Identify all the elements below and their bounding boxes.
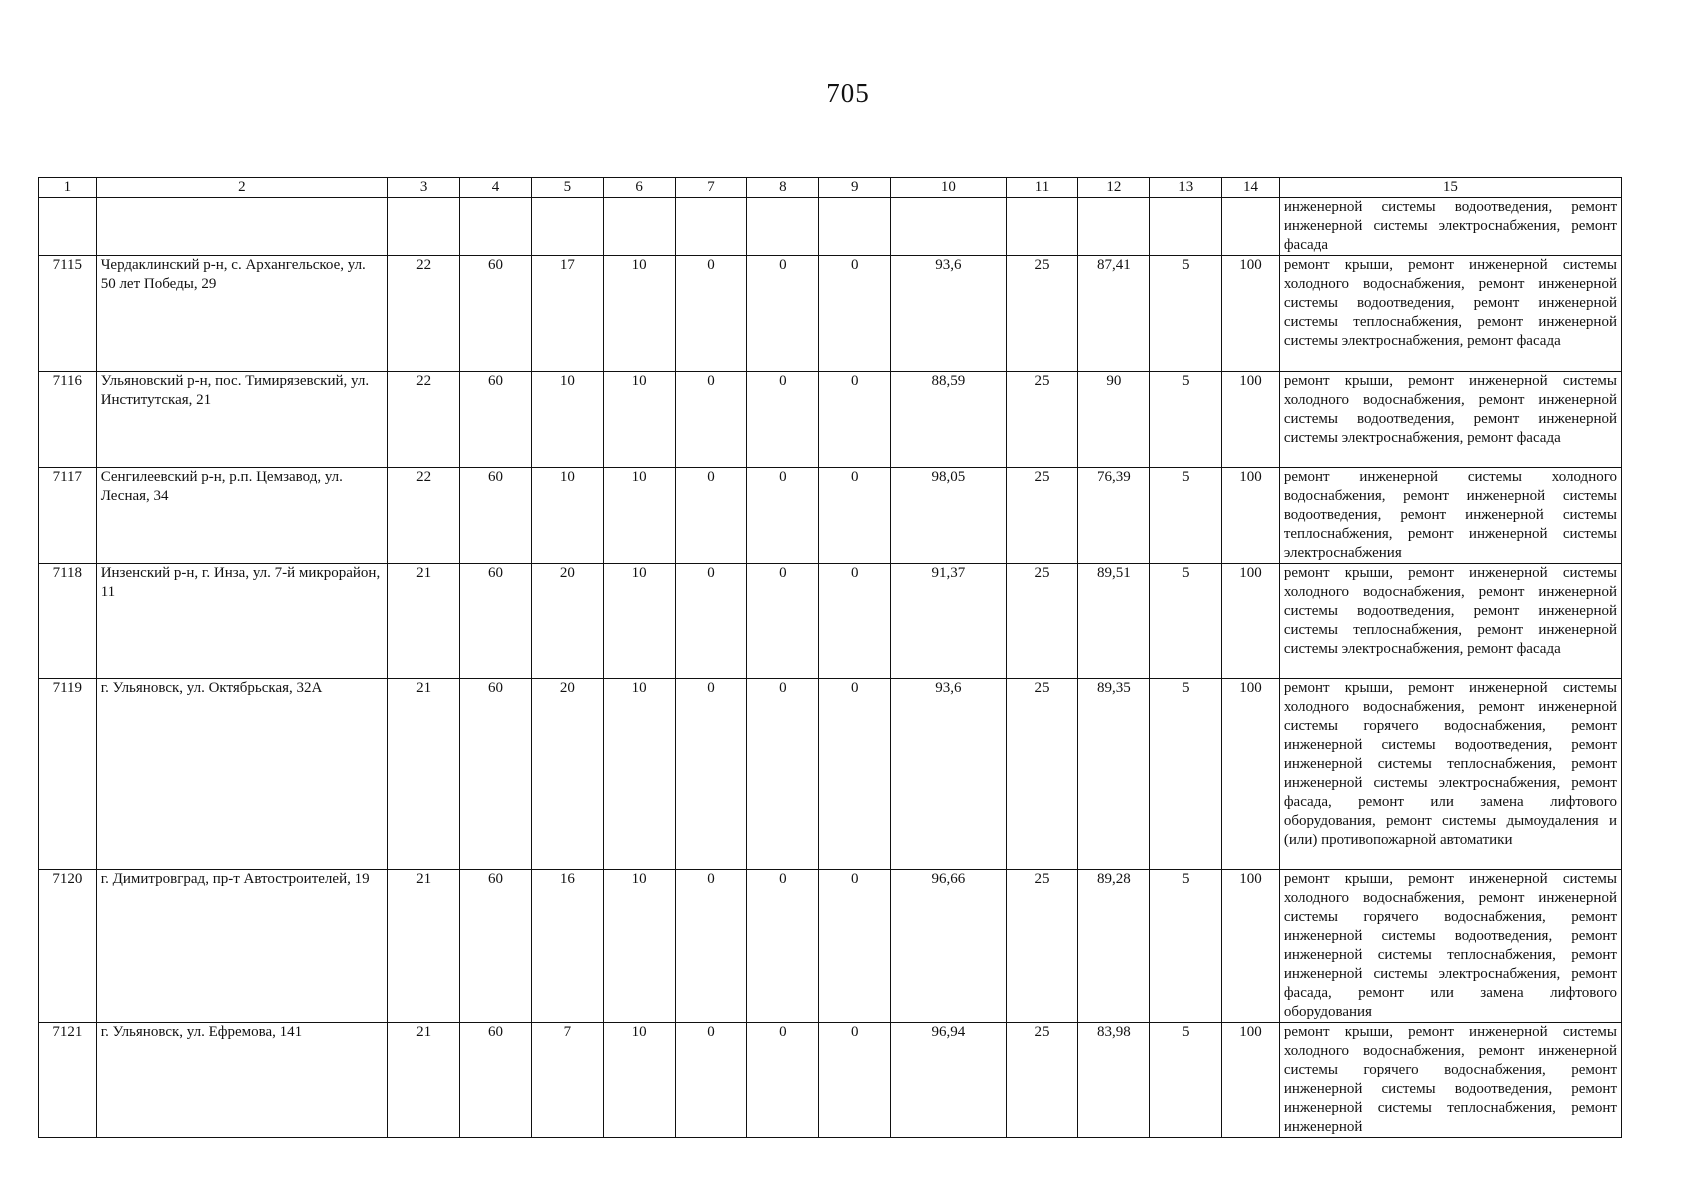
value-cell: [819, 198, 891, 256]
table-row: [39, 564, 1622, 679]
value-cell: 100: [1222, 1023, 1280, 1138]
value-cell: 100: [1222, 468, 1280, 564]
value-cell: [1222, 198, 1280, 256]
value-cell: 89,51: [1078, 564, 1150, 679]
value-cell: 5: [1150, 679, 1222, 870]
value-cell: 60: [460, 256, 532, 372]
value-cell: 5: [1150, 564, 1222, 679]
value-cell: 25: [1006, 679, 1078, 870]
value-cell: 93,6: [891, 256, 1006, 372]
works-cell: инженерной системы водоотведения, ремонт инженерной системы электроснабжения, ремонт фасада: [1279, 198, 1621, 256]
address-cell: Чердаклинский р-н, с. Архангельское, ул. 50 лет Победы, 29: [96, 256, 387, 372]
value-cell: 100: [1222, 870, 1280, 1023]
works-cell: ремонт крыши, ремонт инженерной системы холодного водоснабжения, ремонт инженерной системы горячего водоснабжения, ремонт инженерной системы водоотведения, ремонт инженерной системы теплоснабжения, ремонт инженерной: [1279, 1023, 1621, 1138]
value-cell: 0: [819, 256, 891, 372]
table-row: [39, 198, 1622, 256]
value-cell: 60: [460, 679, 532, 870]
value-cell: 10: [603, 468, 675, 564]
value-cell: 0: [675, 679, 747, 870]
address-cell: г. Ульяновск, ул. Ефремова, 141: [96, 1023, 387, 1138]
value-cell: 20: [531, 564, 603, 679]
value-cell: 0: [675, 372, 747, 468]
column-header: 8: [747, 178, 819, 198]
value-cell: 22: [388, 372, 460, 468]
value-cell: 0: [747, 468, 819, 564]
value-cell: 20: [531, 679, 603, 870]
value-cell: 96,94: [891, 1023, 1006, 1138]
value-cell: 5: [1150, 256, 1222, 372]
column-header: 11: [1006, 178, 1078, 198]
value-cell: 0: [675, 256, 747, 372]
works-cell: ремонт крыши, ремонт инженерной системы холодного водоснабжения, ремонт инженерной системы водоотведения, ремонт инженерной системы теплоснабжения, ремонт инженерной системы электроснабжения, ремонт фасада: [1279, 256, 1621, 372]
address-cell: г. Ульяновск, ул. Октябрьская, 32А: [96, 679, 387, 870]
column-header: 1: [39, 178, 97, 198]
value-cell: 60: [460, 468, 532, 564]
works-cell: ремонт крыши, ремонт инженерной системы холодного водоснабжения, ремонт инженерной системы горячего водоснабжения, ремонт инженерной системы водоотведения, ремонт инженерной системы теплоснабжения, ремонт инженерной системы электроснабжения, ремонт фасада, ремонт или замена лифтового оборудования: [1279, 870, 1621, 1023]
column-header: 4: [460, 178, 532, 198]
value-cell: 87,41: [1078, 256, 1150, 372]
value-cell: 100: [1222, 679, 1280, 870]
value-cell: 25: [1006, 468, 1078, 564]
value-cell: 96,66: [891, 870, 1006, 1023]
value-cell: 100: [1222, 564, 1280, 679]
value-cell: [1150, 198, 1222, 256]
page-number: 705: [826, 78, 870, 108]
value-cell: 90: [1078, 372, 1150, 468]
column-header: 14: [1222, 178, 1280, 198]
table-row: [39, 256, 1622, 372]
table-row: [39, 468, 1622, 564]
value-cell: 10: [603, 679, 675, 870]
value-cell: 76,39: [1078, 468, 1150, 564]
row-number: [39, 198, 97, 256]
value-cell: 10: [603, 564, 675, 679]
value-cell: [747, 198, 819, 256]
works-cell: ремонт крыши, ремонт инженерной системы холодного водоснабжения, ремонт инженерной системы водоотведения, ремонт инженерной системы теплоснабжения, ремонт инженерной системы электроснабжения, ремонт фасада: [1279, 564, 1621, 679]
value-cell: 0: [747, 679, 819, 870]
value-cell: 25: [1006, 870, 1078, 1023]
address-cell: г. Димитровград, пр-т Автостроителей, 19: [96, 870, 387, 1023]
value-cell: 0: [819, 870, 891, 1023]
value-cell: 100: [1222, 256, 1280, 372]
address-cell: Сенгилеевский р-н, р.п. Цемзавод, ул. Лесная, 34: [96, 468, 387, 564]
value-cell: 60: [460, 1023, 532, 1138]
value-cell: 25: [1006, 372, 1078, 468]
value-cell: 10: [603, 870, 675, 1023]
works-cell: ремонт крыши, ремонт инженерной системы холодного водоснабжения, ремонт инженерной системы водоотведения, ремонт инженерной системы электроснабжения, ремонт фасада: [1279, 372, 1621, 468]
value-cell: 10: [603, 1023, 675, 1138]
value-cell: 21: [388, 679, 460, 870]
value-cell: 10: [603, 372, 675, 468]
value-cell: 0: [747, 870, 819, 1023]
row-number: 7117: [39, 468, 97, 564]
table-row: [39, 372, 1622, 468]
value-cell: 100: [1222, 372, 1280, 468]
value-cell: 89,28: [1078, 870, 1150, 1023]
column-header: 5: [531, 178, 603, 198]
value-cell: 16: [531, 870, 603, 1023]
column-header: 2: [96, 178, 387, 198]
value-cell: 0: [747, 372, 819, 468]
column-header: 13: [1150, 178, 1222, 198]
repair-program-table: [38, 177, 1622, 1138]
works-cell: ремонт крыши, ремонт инженерной системы холодного водоснабжения, ремонт инженерной системы горячего водоснабжения, ремонт инженерной системы водоотведения, ремонт инженерной системы теплоснабжения, ремонт инженерной системы электроснабжения, ремонт фасада, ремонт или замена лифтового оборудования, ремонт системы дымоудаления и (или) противопожарной автоматики: [1279, 679, 1621, 870]
value-cell: 83,98: [1078, 1023, 1150, 1138]
value-cell: 0: [675, 1023, 747, 1138]
value-cell: [531, 198, 603, 256]
value-cell: 25: [1006, 256, 1078, 372]
value-cell: 93,6: [891, 679, 1006, 870]
value-cell: [388, 198, 460, 256]
value-cell: 60: [460, 870, 532, 1023]
value-cell: 60: [460, 564, 532, 679]
value-cell: [460, 198, 532, 256]
value-cell: 0: [819, 679, 891, 870]
value-cell: 25: [1006, 564, 1078, 679]
column-header: 9: [819, 178, 891, 198]
table-row: [39, 1023, 1622, 1138]
value-cell: 5: [1150, 468, 1222, 564]
value-cell: 25: [1006, 1023, 1078, 1138]
value-cell: 0: [819, 372, 891, 468]
value-cell: 5: [1150, 870, 1222, 1023]
column-header: 6: [603, 178, 675, 198]
row-number: 7116: [39, 372, 97, 468]
value-cell: 10: [603, 256, 675, 372]
value-cell: 91,37: [891, 564, 1006, 679]
value-cell: 0: [819, 468, 891, 564]
row-number: 7119: [39, 679, 97, 870]
value-cell: 89,35: [1078, 679, 1150, 870]
value-cell: 21: [388, 564, 460, 679]
value-cell: 5: [1150, 372, 1222, 468]
value-cell: [603, 198, 675, 256]
value-cell: [1078, 198, 1150, 256]
row-number: 7115: [39, 256, 97, 372]
value-cell: 21: [388, 1023, 460, 1138]
value-cell: 10: [531, 468, 603, 564]
row-number: 7120: [39, 870, 97, 1023]
address-cell: Ульяновский р-н, пос. Тимирязевский, ул. Институтская, 21: [96, 372, 387, 468]
row-number: 7118: [39, 564, 97, 679]
works-cell: ремонт инженерной системы холодного водоснабжения, ремонт инженерной системы водоотведения, ремонт инженерной системы теплоснабжения, ремонт инженерной системы электроснабжения: [1279, 468, 1621, 564]
table-row: [39, 870, 1622, 1023]
value-cell: 10: [531, 372, 603, 468]
value-cell: 22: [388, 468, 460, 564]
value-cell: 0: [819, 564, 891, 679]
value-cell: 7: [531, 1023, 603, 1138]
value-cell: 5: [1150, 1023, 1222, 1138]
column-header: 10: [891, 178, 1006, 198]
value-cell: 88,59: [891, 372, 1006, 468]
address-cell: [96, 198, 387, 256]
value-cell: [891, 198, 1006, 256]
value-cell: 60: [460, 372, 532, 468]
value-cell: 0: [675, 870, 747, 1023]
column-header: 15: [1279, 178, 1621, 198]
value-cell: 17: [531, 256, 603, 372]
value-cell: [1006, 198, 1078, 256]
value-cell: 0: [747, 256, 819, 372]
value-cell: 98,05: [891, 468, 1006, 564]
value-cell: 0: [747, 564, 819, 679]
row-number: 7121: [39, 1023, 97, 1138]
value-cell: 21: [388, 870, 460, 1023]
value-cell: 0: [675, 564, 747, 679]
column-header: 3: [388, 178, 460, 198]
value-cell: 0: [747, 1023, 819, 1138]
column-header: 7: [675, 178, 747, 198]
value-cell: 0: [819, 1023, 891, 1138]
table-row: [39, 679, 1622, 870]
address-cell: Инзенский р-н, г. Инза, ул. 7-й микрорайон, 11: [96, 564, 387, 679]
value-cell: 22: [388, 256, 460, 372]
value-cell: [675, 198, 747, 256]
value-cell: 0: [675, 468, 747, 564]
column-number-row: [39, 178, 1622, 198]
column-header: 12: [1078, 178, 1150, 198]
